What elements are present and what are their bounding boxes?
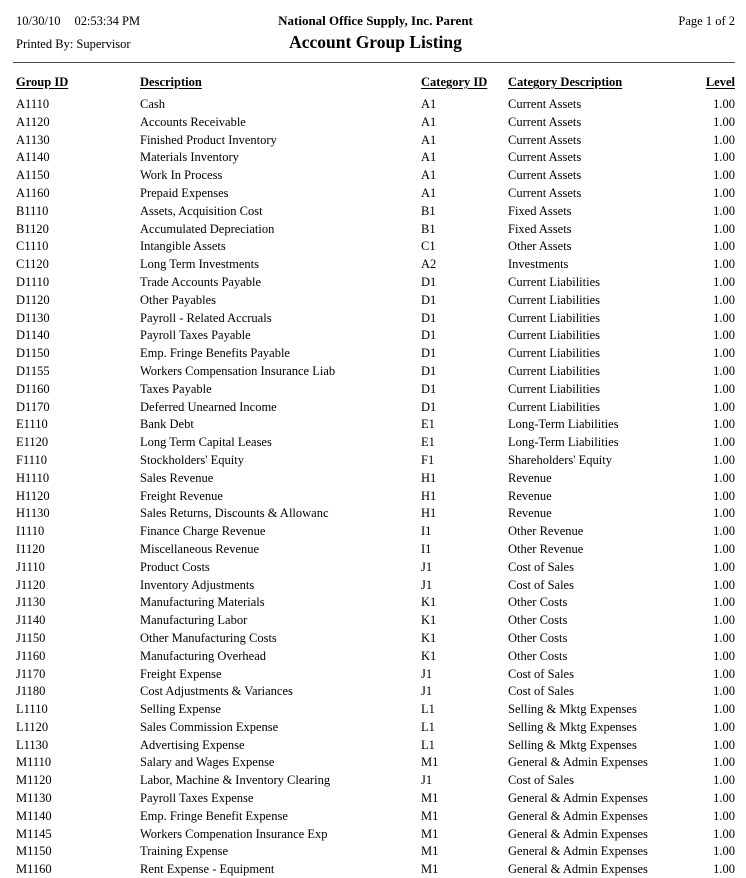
cell-group-id: A1150 bbox=[16, 168, 50, 183]
cell-category-id: D1 bbox=[421, 381, 437, 396]
cell-group-id: J1170 bbox=[16, 666, 46, 681]
table-row bbox=[16, 630, 735, 648]
cell-description: Labor, Machine & Inventory Clearing bbox=[140, 773, 331, 788]
table-row bbox=[16, 861, 735, 878]
cell-group-id: E1110 bbox=[16, 417, 48, 432]
cell-group-id: M1120 bbox=[16, 773, 52, 788]
cell-description: Miscellaneous Revenue bbox=[140, 541, 260, 556]
cell-level: 1.00 bbox=[713, 150, 735, 165]
cell-category-description: Current Liabilities bbox=[508, 328, 600, 343]
cell-category-id: L1 bbox=[421, 719, 435, 734]
table-body bbox=[16, 96, 735, 878]
table-row bbox=[16, 826, 735, 844]
cell-category-description: Cost of Sales bbox=[508, 577, 574, 592]
table-row bbox=[16, 577, 735, 595]
table-row bbox=[16, 559, 735, 577]
cell-level: 1.00 bbox=[713, 114, 735, 129]
report-time: 02:53:34 PM bbox=[74, 14, 141, 28]
cell-category-description: Current Liabilities bbox=[508, 274, 600, 289]
cell-description: Payroll Taxes Payable bbox=[140, 328, 251, 343]
cell-category-id: M1 bbox=[421, 862, 439, 877]
table-row bbox=[16, 843, 735, 861]
cell-group-id: A1120 bbox=[16, 114, 50, 129]
cell-category-id: M1 bbox=[421, 826, 439, 841]
cell-category-description: General & Admin Expenses bbox=[508, 755, 648, 770]
cell-description: Workers Compensation Insurance Liab bbox=[140, 363, 336, 378]
cell-category-description: Other Costs bbox=[508, 613, 568, 628]
cell-category-description: Other Revenue bbox=[508, 541, 584, 556]
cell-description: Payroll Taxes Expense bbox=[140, 791, 254, 806]
cell-level: 1.00 bbox=[713, 132, 735, 147]
cell-category-description: Current Liabilities bbox=[508, 363, 600, 378]
cell-description: Salary and Wages Expense bbox=[140, 755, 275, 770]
cell-description: Workers Compenation Insurance Exp bbox=[140, 826, 328, 841]
cell-category-id: E1 bbox=[421, 417, 435, 432]
cell-category-id: I1 bbox=[421, 524, 432, 539]
cell-category-id: A2 bbox=[421, 257, 437, 272]
cell-level: 1.00 bbox=[713, 648, 735, 663]
cell-category-description: Current Liabilities bbox=[508, 346, 600, 361]
table-row bbox=[16, 149, 735, 167]
cell-category-id: K1 bbox=[421, 648, 437, 663]
cell-category-id: L1 bbox=[421, 702, 435, 717]
cell-level: 1.00 bbox=[713, 808, 735, 823]
cell-category-description: General & Admin Expenses bbox=[508, 862, 648, 877]
table-row bbox=[16, 719, 735, 737]
table-row bbox=[16, 327, 735, 345]
cell-level: 1.00 bbox=[713, 97, 735, 111]
cell-category-id: B1 bbox=[421, 221, 436, 236]
cell-category-id: M1 bbox=[421, 755, 439, 770]
cell-group-id: D1130 bbox=[16, 310, 50, 325]
report-date: 10/30/10 bbox=[16, 14, 61, 28]
cell-group-id: J1110 bbox=[16, 559, 45, 574]
table-row bbox=[16, 114, 735, 132]
cell-category-description: Cost of Sales bbox=[508, 684, 574, 699]
cell-description: Other Payables bbox=[140, 292, 217, 307]
cell-category-id: B1 bbox=[421, 203, 436, 218]
cell-group-id: J1160 bbox=[16, 648, 46, 663]
cell-category-id: A1 bbox=[421, 150, 437, 165]
cell-group-id: I1110 bbox=[16, 524, 45, 539]
cell-category-id: H1 bbox=[421, 506, 437, 521]
cell-category-id: A1 bbox=[421, 185, 437, 200]
cell-category-description: General & Admin Expenses bbox=[508, 808, 648, 823]
cell-group-id: H1110 bbox=[16, 470, 50, 485]
cell-category-id: A1 bbox=[421, 97, 437, 111]
header-rule bbox=[13, 62, 735, 63]
table-row bbox=[16, 399, 735, 417]
table-row bbox=[16, 132, 735, 150]
cell-category-description: Revenue bbox=[508, 506, 552, 521]
cell-category-id: L1 bbox=[421, 737, 435, 752]
cell-level: 1.00 bbox=[713, 666, 735, 681]
cell-level: 1.00 bbox=[713, 524, 735, 539]
cell-category-id: H1 bbox=[421, 488, 437, 503]
table-row bbox=[16, 523, 735, 541]
cell-category-description: Selling & Mktg Expenses bbox=[508, 719, 637, 734]
cell-group-id: D1140 bbox=[16, 328, 50, 343]
cell-category-id: J1 bbox=[421, 559, 433, 574]
cell-group-id: A1140 bbox=[16, 150, 50, 165]
cell-category-description: Current Liabilities bbox=[508, 381, 600, 396]
cell-level: 1.00 bbox=[713, 221, 735, 236]
table-row bbox=[16, 310, 735, 328]
cell-category-id: H1 bbox=[421, 470, 437, 485]
cell-category-description: Current Assets bbox=[508, 185, 582, 200]
cell-description: Taxes Payable bbox=[140, 381, 212, 396]
cell-description: Product Costs bbox=[140, 559, 210, 574]
cell-category-description: General & Admin Expenses bbox=[508, 826, 648, 841]
report-header bbox=[0, 0, 746, 53]
cell-category-id: A1 bbox=[421, 132, 437, 147]
table-row bbox=[16, 274, 735, 292]
table-row bbox=[16, 737, 735, 755]
cell-group-id: J1130 bbox=[16, 595, 46, 610]
cell-description: Long Term Capital Leases bbox=[140, 435, 272, 450]
table-row bbox=[16, 292, 735, 310]
cell-level: 1.00 bbox=[713, 399, 735, 414]
cell-level: 1.00 bbox=[713, 595, 735, 610]
cell-level: 1.00 bbox=[713, 702, 735, 717]
cell-category-id: M1 bbox=[421, 808, 439, 823]
cell-category-description: General & Admin Expenses bbox=[508, 791, 648, 806]
table-row bbox=[16, 612, 735, 630]
cell-description: Stockholders' Equity bbox=[140, 452, 244, 467]
cell-group-id: I1120 bbox=[16, 541, 45, 556]
cell-group-id: B1110 bbox=[16, 203, 49, 218]
cell-category-description: Cost of Sales bbox=[508, 773, 574, 788]
table-row bbox=[16, 701, 735, 719]
table-row bbox=[16, 505, 735, 523]
table-row bbox=[16, 541, 735, 559]
cell-category-id: D1 bbox=[421, 292, 437, 307]
table-row bbox=[16, 345, 735, 363]
cell-level: 1.00 bbox=[713, 274, 735, 289]
header-title-row bbox=[16, 31, 735, 53]
cell-group-id: A1160 bbox=[16, 185, 50, 200]
table-row bbox=[16, 203, 735, 221]
cell-category-description: Current Assets bbox=[508, 97, 582, 111]
table-row bbox=[16, 666, 735, 684]
cell-description: Emp. Fringe Benefits Payable bbox=[140, 346, 290, 361]
cell-category-id: E1 bbox=[421, 435, 435, 450]
cell-level: 1.00 bbox=[713, 719, 735, 734]
cell-group-id: J1180 bbox=[16, 684, 46, 699]
cell-description: Cost Adjustments & Variances bbox=[140, 684, 293, 699]
cell-group-id: J1140 bbox=[16, 613, 46, 628]
cell-category-description: Fixed Assets bbox=[508, 221, 572, 236]
cell-group-id: B1120 bbox=[16, 221, 49, 236]
cell-group-id: D1120 bbox=[16, 292, 50, 307]
cell-level: 1.00 bbox=[713, 185, 735, 200]
cell-group-id: M1145 bbox=[16, 826, 52, 841]
cell-group-id: D1160 bbox=[16, 381, 50, 396]
cell-level: 1.00 bbox=[713, 577, 735, 592]
cell-level: 1.00 bbox=[713, 488, 735, 503]
column-header-category-id: Category ID bbox=[421, 75, 488, 89]
cell-description: Long Term Investments bbox=[140, 257, 260, 272]
cell-group-id: A1130 bbox=[16, 132, 50, 147]
cell-description: Finished Product Inventory bbox=[140, 132, 277, 147]
column-header-description: Description bbox=[140, 75, 202, 89]
cell-level: 1.00 bbox=[713, 203, 735, 218]
cell-level: 1.00 bbox=[713, 506, 735, 521]
table-row bbox=[16, 754, 735, 772]
cell-level: 1.00 bbox=[713, 363, 735, 378]
cell-description: Deferred Unearned Income bbox=[140, 399, 277, 414]
cell-category-id: K1 bbox=[421, 595, 437, 610]
cell-description: Bank Debt bbox=[140, 417, 194, 432]
cell-group-id: M1110 bbox=[16, 755, 52, 770]
table-row bbox=[16, 363, 735, 381]
cell-category-description: Current Assets bbox=[508, 114, 582, 129]
cell-group-id: H1130 bbox=[16, 506, 50, 521]
cell-level: 1.00 bbox=[713, 381, 735, 396]
cell-category-id: K1 bbox=[421, 613, 437, 628]
cell-group-id: L1130 bbox=[16, 737, 49, 752]
cell-category-description: Other Costs bbox=[508, 630, 568, 645]
table-row bbox=[16, 683, 735, 701]
cell-category-description: Investments bbox=[508, 257, 569, 272]
cell-category-id: J1 bbox=[421, 666, 433, 681]
cell-level: 1.00 bbox=[713, 239, 735, 254]
cell-description: Trade Accounts Payable bbox=[140, 274, 262, 289]
cell-description: Freight Revenue bbox=[140, 488, 223, 503]
cell-category-id: M1 bbox=[421, 844, 439, 859]
cell-category-description: Current Liabilities bbox=[508, 310, 600, 325]
table-row bbox=[16, 808, 735, 826]
cell-description: Training Expense bbox=[140, 844, 229, 859]
cell-category-description: Long-Term Liabilities bbox=[508, 435, 619, 450]
cell-category-id: D1 bbox=[421, 310, 437, 325]
cell-level: 1.00 bbox=[713, 755, 735, 770]
cell-level: 1.00 bbox=[713, 684, 735, 699]
table-row bbox=[16, 238, 735, 256]
cell-group-id: L1110 bbox=[16, 702, 48, 717]
cell-level: 1.00 bbox=[713, 417, 735, 432]
table-row bbox=[16, 470, 735, 488]
listing-table bbox=[16, 75, 735, 878]
table-row bbox=[16, 381, 735, 399]
cell-category-description: Selling & Mktg Expenses bbox=[508, 737, 637, 752]
cell-category-id: D1 bbox=[421, 346, 437, 361]
cell-description: Freight Expense bbox=[140, 666, 222, 681]
cell-group-id: M1140 bbox=[16, 808, 52, 823]
cell-description: Manufacturing Labor bbox=[140, 613, 248, 628]
cell-description: Advertising Expense bbox=[140, 737, 245, 752]
cell-category-description: Current Assets bbox=[508, 132, 582, 147]
cell-category-description: Current Assets bbox=[508, 168, 582, 183]
cell-category-description: General & Admin Expenses bbox=[508, 844, 648, 859]
table-row bbox=[16, 772, 735, 790]
column-header-category-description: Category Description bbox=[508, 75, 623, 89]
cell-level: 1.00 bbox=[713, 791, 735, 806]
cell-description: Other Manufacturing Costs bbox=[140, 630, 277, 645]
cell-group-id: M1150 bbox=[16, 844, 52, 859]
cell-category-id: F1 bbox=[421, 452, 435, 467]
cell-level: 1.00 bbox=[713, 862, 735, 877]
cell-description: Prepaid Expenses bbox=[140, 185, 229, 200]
cell-category-id: J1 bbox=[421, 684, 433, 699]
table-row bbox=[16, 488, 735, 506]
cell-category-description: Revenue bbox=[508, 470, 552, 485]
cell-description: Manufacturing Overhead bbox=[140, 648, 266, 663]
cell-category-description: Other Costs bbox=[508, 595, 568, 610]
cell-group-id: M1130 bbox=[16, 791, 52, 806]
cell-description: Accounts Receivable bbox=[140, 114, 246, 129]
cell-category-description: Cost of Sales bbox=[508, 559, 574, 574]
cell-group-id: D1150 bbox=[16, 346, 50, 361]
report-title: Account Group Listing bbox=[289, 32, 462, 52]
cell-category-description: Cost of Sales bbox=[508, 666, 574, 681]
cell-description: Assets, Acquisition Cost bbox=[140, 203, 263, 218]
header-meta-row bbox=[16, 12, 735, 31]
cell-category-description: Current Liabilities bbox=[508, 399, 600, 414]
cell-group-id: A1110 bbox=[16, 97, 50, 111]
cell-category-description: Current Assets bbox=[508, 150, 582, 165]
column-header-row bbox=[16, 75, 735, 96]
cell-level: 1.00 bbox=[713, 559, 735, 574]
cell-category-id: D1 bbox=[421, 274, 437, 289]
cell-category-id: I1 bbox=[421, 541, 432, 556]
cell-description: Sales Returns, Discounts & Allowanc bbox=[140, 506, 329, 521]
cell-category-description: Fixed Assets bbox=[508, 203, 572, 218]
cell-level: 1.00 bbox=[713, 292, 735, 307]
cell-description: Cash bbox=[140, 97, 165, 111]
cell-group-id: C1120 bbox=[16, 257, 49, 272]
table-row bbox=[16, 167, 735, 185]
cell-category-id: D1 bbox=[421, 399, 437, 414]
cell-description: Accumulated Depreciation bbox=[140, 221, 275, 236]
cell-category-id: K1 bbox=[421, 630, 437, 645]
cell-category-id: C1 bbox=[421, 239, 436, 254]
cell-level: 1.00 bbox=[713, 346, 735, 361]
cell-description: Work In Process bbox=[140, 168, 223, 183]
table-row bbox=[16, 256, 735, 274]
cell-level: 1.00 bbox=[713, 452, 735, 467]
cell-group-id: E1120 bbox=[16, 435, 49, 450]
cell-level: 1.00 bbox=[713, 844, 735, 859]
cell-description: Inventory Adjustments bbox=[140, 577, 255, 592]
cell-category-description: Other Revenue bbox=[508, 524, 584, 539]
cell-level: 1.00 bbox=[713, 470, 735, 485]
cell-category-description: Revenue bbox=[508, 488, 552, 503]
table-row bbox=[16, 790, 735, 808]
cell-category-id: A1 bbox=[421, 114, 437, 129]
cell-description: Selling Expense bbox=[140, 702, 221, 717]
cell-group-id: M1160 bbox=[16, 862, 52, 877]
cell-category-description: Other Costs bbox=[508, 648, 568, 663]
table-row bbox=[16, 452, 735, 470]
cell-category-description: Shareholders' Equity bbox=[508, 452, 612, 467]
cell-group-id: J1120 bbox=[16, 577, 46, 592]
table-row bbox=[16, 185, 735, 203]
cell-category-description: Selling & Mktg Expenses bbox=[508, 702, 637, 717]
printed-by: Printed By: Supervisor bbox=[16, 37, 131, 51]
cell-level: 1.00 bbox=[713, 168, 735, 183]
cell-level: 1.00 bbox=[713, 435, 735, 450]
cell-group-id: D1170 bbox=[16, 399, 50, 414]
cell-category-id: J1 bbox=[421, 577, 433, 592]
cell-level: 1.00 bbox=[713, 328, 735, 343]
table-row bbox=[16, 221, 735, 239]
cell-category-id: D1 bbox=[421, 363, 437, 378]
cell-level: 1.00 bbox=[713, 257, 735, 272]
column-header-group-id: Group ID bbox=[16, 75, 69, 89]
cell-description: Payroll - Related Accruals bbox=[140, 310, 272, 325]
cell-level: 1.00 bbox=[713, 826, 735, 841]
cell-description: Sales Commission Expense bbox=[140, 719, 279, 734]
cell-group-id: D1110 bbox=[16, 274, 50, 289]
cell-category-description: Other Assets bbox=[508, 239, 572, 254]
cell-level: 1.00 bbox=[713, 310, 735, 325]
cell-category-id: D1 bbox=[421, 328, 437, 343]
cell-group-id: C1110 bbox=[16, 239, 49, 254]
cell-description: Emp. Fringe Benefit Expense bbox=[140, 808, 288, 823]
cell-category-id: M1 bbox=[421, 791, 439, 806]
cell-description: Manufacturing Materials bbox=[140, 595, 265, 610]
cell-category-id: J1 bbox=[421, 773, 433, 788]
table-row bbox=[16, 434, 735, 452]
cell-group-id: L1120 bbox=[16, 719, 49, 734]
column-header-level: Level bbox=[705, 75, 735, 89]
header-left-meta bbox=[16, 14, 278, 29]
cell-description: Sales Revenue bbox=[140, 470, 214, 485]
cell-group-id: D1155 bbox=[16, 363, 50, 378]
company-name: National Office Supply, Inc. Parent bbox=[278, 13, 473, 28]
table-row bbox=[16, 594, 735, 612]
cell-description: Finance Charge Revenue bbox=[140, 524, 266, 539]
cell-level: 1.00 bbox=[713, 613, 735, 628]
cell-category-id: A1 bbox=[421, 168, 437, 183]
cell-level: 1.00 bbox=[713, 630, 735, 645]
cell-group-id: F1110 bbox=[16, 452, 48, 467]
cell-description: Intangible Assets bbox=[140, 239, 226, 254]
cell-description: Rent Expense - Equipment bbox=[140, 862, 275, 877]
cell-level: 1.00 bbox=[713, 737, 735, 752]
cell-group-id: J1150 bbox=[16, 630, 46, 645]
table-header bbox=[16, 75, 735, 96]
cell-level: 1.00 bbox=[713, 773, 735, 788]
table-row bbox=[16, 648, 735, 666]
cell-category-description: Long-Term Liabilities bbox=[508, 417, 619, 432]
cell-category-description: Current Liabilities bbox=[508, 292, 600, 307]
table-row bbox=[16, 416, 735, 434]
table-row bbox=[16, 96, 735, 114]
cell-description: Materials Inventory bbox=[140, 150, 239, 165]
cell-group-id: H1120 bbox=[16, 488, 50, 503]
page-number: Page 1 of 2 bbox=[678, 14, 735, 28]
cell-level: 1.00 bbox=[713, 541, 735, 556]
